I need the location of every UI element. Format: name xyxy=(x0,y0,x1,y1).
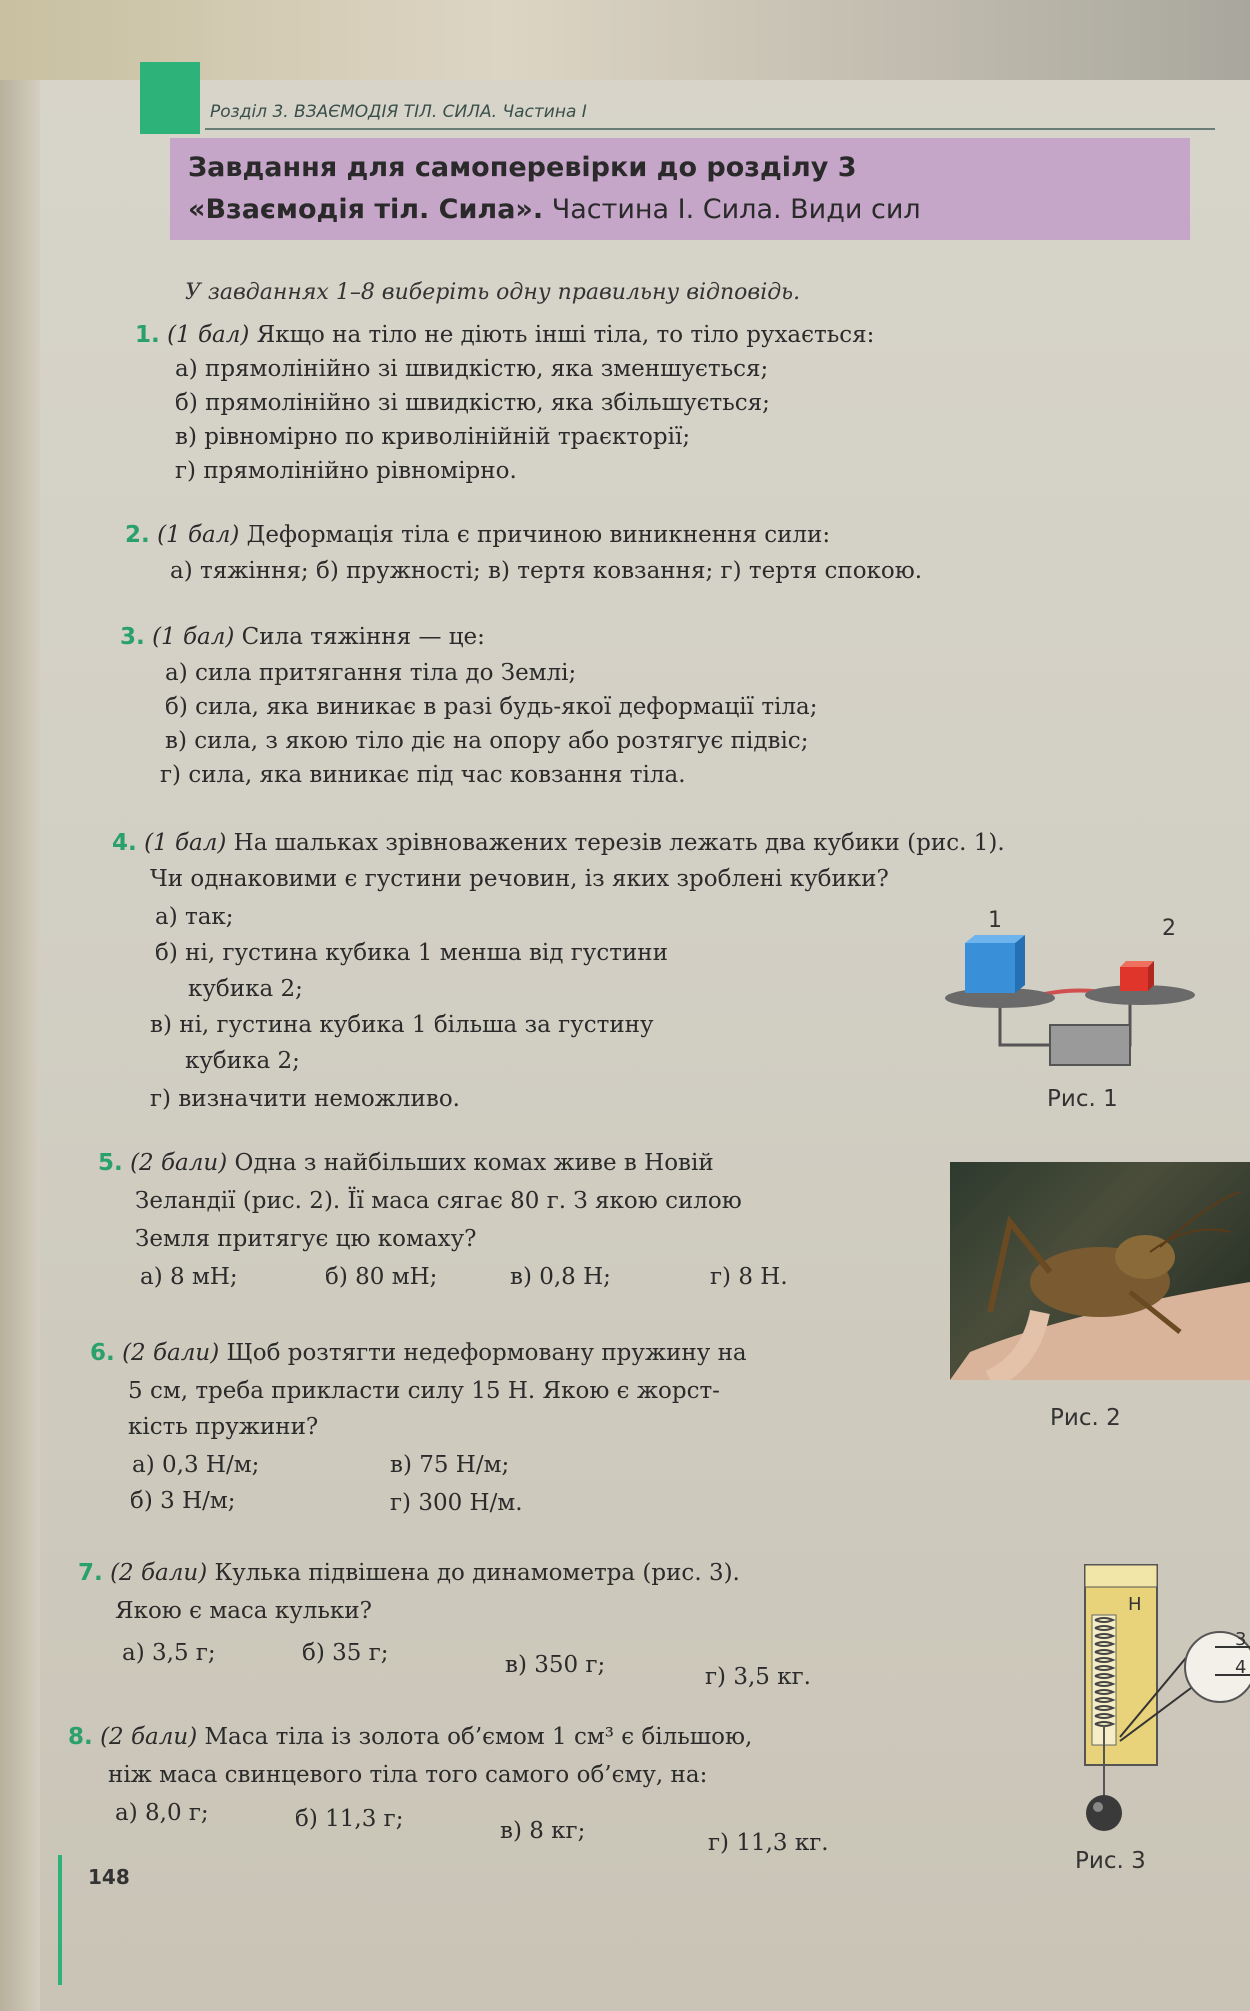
q4-option-a: а) так; xyxy=(155,904,234,930)
q6-option-b: б) 3 Н/м; xyxy=(130,1488,236,1514)
q6-option-a: а) 0,3 Н/м; xyxy=(132,1452,260,1478)
cube-2 xyxy=(1120,967,1148,991)
question-5-stem-line-2: Зеландії (рис. 2). Її маса сягає 80 г. З якою силою xyxy=(135,1188,742,1214)
q2-options: а) тяжіння; б) пружності; в) тертя ковзання; г) тертя спокою. xyxy=(170,558,923,584)
question-8-stem xyxy=(68,1724,752,1750)
question-6-stem xyxy=(90,1340,747,1366)
scale-base xyxy=(1050,1025,1130,1065)
q1-option-c: в) рівномірно по криволінійній траєкторії; xyxy=(175,424,691,450)
cube-1-label: 1 xyxy=(988,908,1002,933)
q8-option-a: а) 8,0 г; xyxy=(115,1800,209,1826)
q5-option-d: г) 8 Н. xyxy=(710,1264,788,1290)
question-2-stem xyxy=(125,522,830,548)
q7-option-b: б) 35 г; xyxy=(302,1640,389,1666)
question-text: Сила тяжіння — це: xyxy=(234,624,485,650)
question-points: (2 бали) xyxy=(130,1150,228,1176)
question-number: 4. xyxy=(112,830,137,856)
q5-option-b: б) 80 мН; xyxy=(325,1264,438,1290)
q1-option-a: а) прямолінійно зі швидкістю, яка зменшується; xyxy=(175,356,769,382)
instruction: У завданнях 1–8 виберіть одну правильну відповідь. xyxy=(185,280,801,305)
question-points: (2 бали) xyxy=(122,1340,220,1366)
question-7-stem-line-2: Якою є маса кульки? xyxy=(115,1598,372,1624)
question-text: Деформація тіла є причиною виникнення сили: xyxy=(239,522,831,548)
page-number: 148 xyxy=(88,1865,130,1889)
q3-option-d: г) сила, яка виникає під час ковзання тіла. xyxy=(160,762,686,788)
question-4-stem xyxy=(112,830,1005,856)
insect-illustration xyxy=(950,1162,1250,1380)
question-text: Якщо на тіло не діють інші тіла, то тіло рухається: xyxy=(249,322,875,348)
question-points: (1 бал) xyxy=(157,522,240,548)
title-line-1: Завдання для самоперевірки до розділу 3 xyxy=(188,152,857,183)
title-band xyxy=(170,138,1190,240)
cube-1 xyxy=(965,943,1015,993)
question-text: Щоб розтягти недеформовану пружину на xyxy=(219,1340,747,1366)
q1-option-d: г) прямолінійно рівномірно. xyxy=(175,458,517,484)
question-6-stem-line-2: 5 см, треба прикласти силу 15 Н. Якою є жорст- xyxy=(128,1378,720,1404)
question-points: (1 бал) xyxy=(152,624,235,650)
q4-option-b-cont: кубика 2; xyxy=(188,976,303,1002)
q8-option-c: в) 8 кг; xyxy=(500,1818,586,1844)
question-number: 8. xyxy=(68,1724,93,1750)
q3-option-b: б) сила, яка виникає в разі будь-якої деформації тіла; xyxy=(165,694,818,720)
q4-option-c: в) ні, густина кубика 1 більша за густину xyxy=(150,1012,654,1038)
q3-option-a: а) сила притягання тіла до Землі; xyxy=(165,660,577,686)
cube-1-side xyxy=(1015,935,1025,993)
question-number: 2. xyxy=(125,522,150,548)
figure-3-caption: Рис. 3 xyxy=(1075,1848,1146,1874)
question-number: 3. xyxy=(120,624,145,650)
cube-2-label: 2 xyxy=(1162,916,1176,941)
cube-1-top xyxy=(965,935,1025,943)
question-number: 5. xyxy=(98,1150,123,1176)
unit-label: Н xyxy=(1128,1594,1142,1615)
figure-2-insect-photo xyxy=(950,1162,1250,1380)
header-rule xyxy=(205,128,1215,130)
q4-option-b: б) ні, густина кубика 1 менша від густини xyxy=(155,940,668,966)
figure-2-caption: Рис. 2 xyxy=(1050,1405,1121,1431)
q1-option-b: б) прямолінійно зі швидкістю, яка збільшується; xyxy=(175,390,770,416)
question-7-stem xyxy=(78,1560,740,1586)
q4-option-d: г) визначити неможливо. xyxy=(150,1086,460,1112)
question-5-stem-line-3: Земля притягує цю комаху? xyxy=(135,1226,477,1252)
question-1-stem xyxy=(135,322,874,348)
q5-option-a: а) 8 мН; xyxy=(140,1264,238,1290)
figure-3-dynamometer xyxy=(1060,1555,1250,1840)
ball xyxy=(1086,1795,1122,1831)
q7-option-c: в) 350 г; xyxy=(505,1652,606,1678)
figure-1-balance-scale xyxy=(940,905,1230,1080)
question-6-stem-line-3: кість пружини? xyxy=(128,1414,319,1440)
tick-4-label: 4 xyxy=(1235,1657,1247,1678)
question-points: (1 бал) xyxy=(144,830,227,856)
question-number: 6. xyxy=(90,1340,115,1366)
q6-option-c: в) 75 Н/м; xyxy=(390,1452,510,1478)
question-number: 7. xyxy=(78,1560,103,1586)
question-text: Кулька підвішена до динамометра (рис. 3). xyxy=(207,1560,740,1586)
question-number: 1. xyxy=(135,322,160,348)
q6-option-d: г) 300 Н/м. xyxy=(390,1490,523,1516)
q8-option-d: г) 11,3 кг. xyxy=(708,1830,829,1856)
chapter-tab xyxy=(140,62,200,134)
dynamometer-cap xyxy=(1085,1565,1157,1587)
q7-option-a: а) 3,5 г; xyxy=(122,1640,216,1666)
question-points: (1 бал) xyxy=(167,322,250,348)
figure-1-caption: Рис. 1 xyxy=(1047,1086,1118,1112)
tick-3-label: 3 xyxy=(1235,1629,1247,1650)
title-line-2-rest: Частина І. Сила. Види сил xyxy=(543,194,921,225)
question-points: (2 бали) xyxy=(100,1724,198,1750)
q4-option-c-cont: кубика 2; xyxy=(185,1048,300,1074)
question-text: Одна з найбільших комах живе в Новій xyxy=(227,1150,714,1176)
title-line-2-bold: «Взаємодія тіл. Сила». xyxy=(188,194,544,225)
title-line-2 xyxy=(188,194,921,225)
q3-option-c: в) сила, з якою тіло діє на опору або розтягує підвіс; xyxy=(165,728,809,754)
question-4-stem-line-2: Чи однаковими є густини речовин, із яких зроблені кубики? xyxy=(150,866,889,892)
ball-highlight xyxy=(1093,1802,1103,1812)
q7-option-d: г) 3,5 кг. xyxy=(705,1664,811,1690)
q8-option-b: б) 11,3 г; xyxy=(295,1806,404,1832)
page-edge xyxy=(0,80,40,2011)
question-points: (2 бали) xyxy=(110,1560,208,1586)
question-3-stem xyxy=(120,624,485,650)
page-margin-bar xyxy=(58,1855,62,1985)
question-text: На шальках зрівноважених терезів лежать два кубики (рис. 1). xyxy=(226,830,1005,856)
question-8-stem-line-2: ніж маса свинцевого тіла того самого об’єму, на: xyxy=(108,1762,708,1788)
question-text: Маса тіла із золота об’ємом 1 см³ є більшою, xyxy=(197,1724,753,1750)
running-head: Розділ 3. ВЗАЄМОДІЯ ТІЛ. СИЛА. Частина І xyxy=(210,102,587,122)
question-5-stem xyxy=(98,1150,714,1176)
q5-option-c: в) 0,8 Н; xyxy=(510,1264,611,1290)
